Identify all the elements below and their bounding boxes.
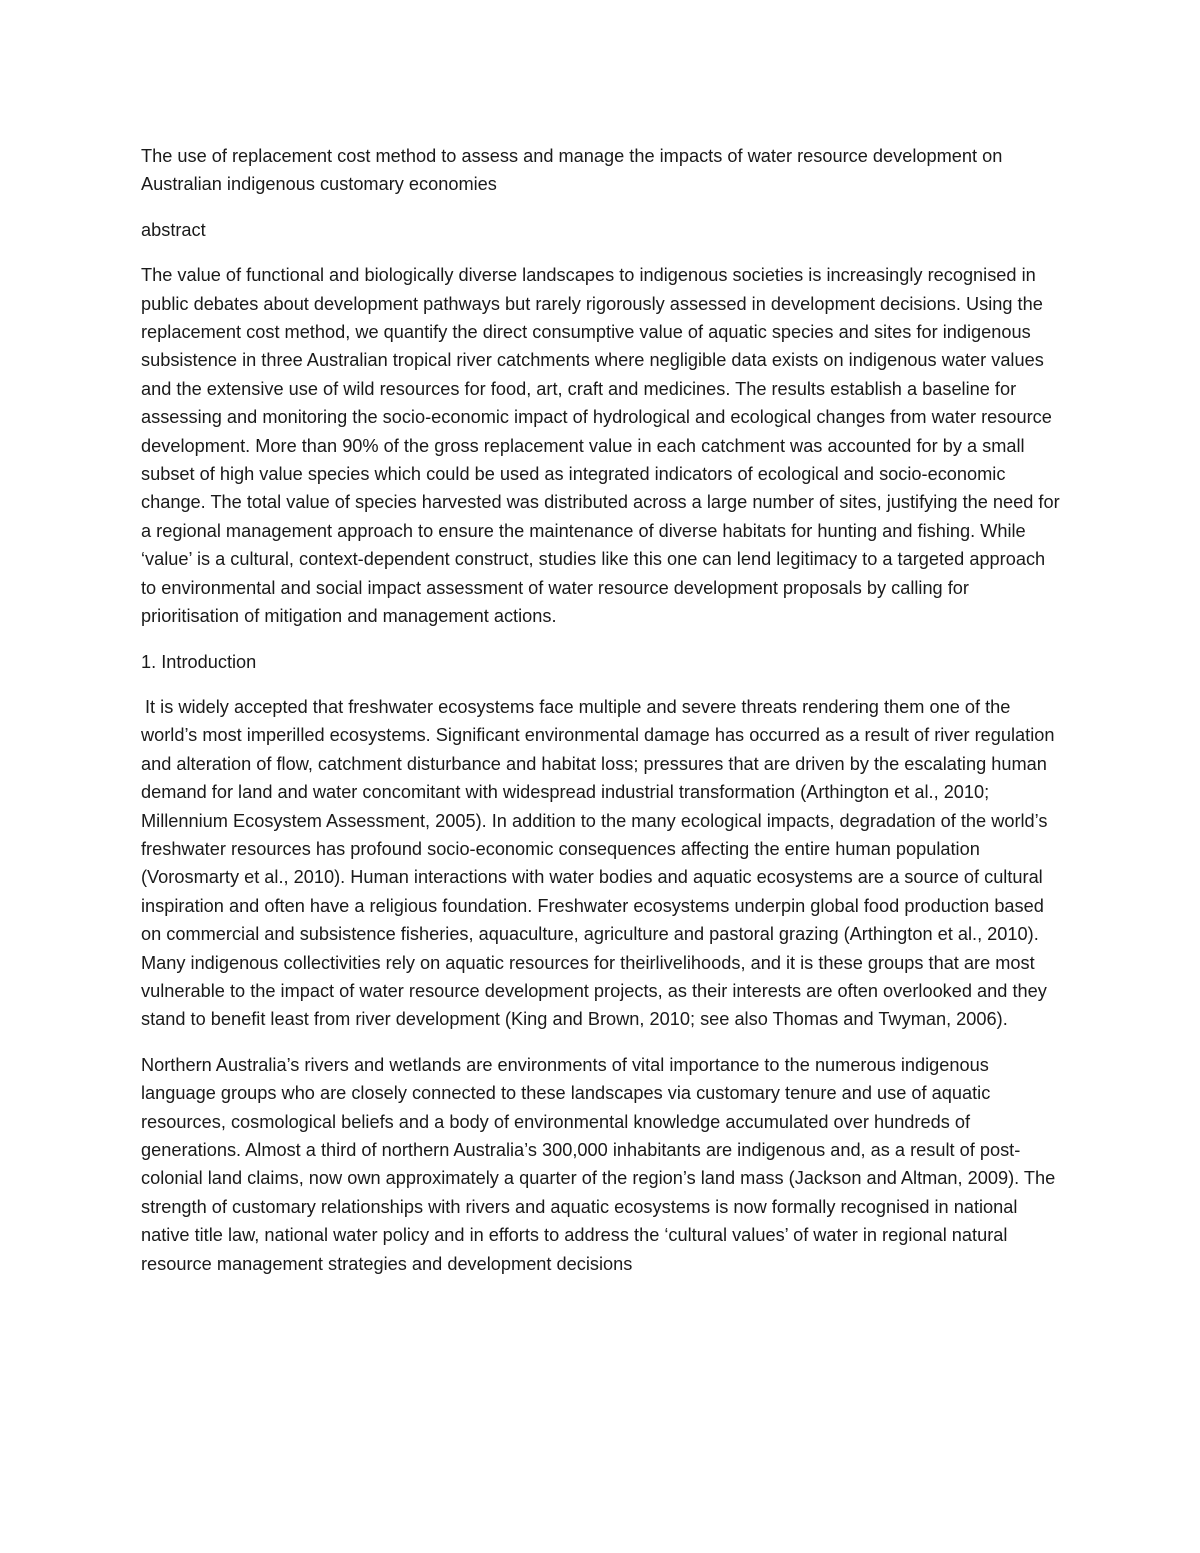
section-heading-introduction: 1. Introduction bbox=[141, 651, 257, 672]
document-title: The use of replacement cost method to assess and manage the impacts of water resource development on Australian indigenous customary economies bbox=[141, 146, 1003, 195]
document-body bbox=[141, 142, 1063, 1295]
abstract-paragraph: The value of functional and biologically diverse landscapes to indigenous societies is increasingly recognised in public debates about development pathways but rarely rigorously assessed in development decisions. Using the replacement cost method, we quantify the direct consumptive value of aquatic species and sites for indigenous subsistence in three Australian tropical river catchments where negligible data exists on indigenous water values and the extensive use of wild resources for food, art, craft and medicines. The results establish a baseline for assessing and monitoring the socio-economic impact of hydrological and ecological changes from water resource development. More than 90% of the gross replacement value in each catchment was accounted for by a small subset of high value species which could be used as integrated indicators of ecological and socio-economic change. The total value of species harvested was distributed across a large number of sites, justifying the need for a regional management approach to ensure the maintenance of diverse habitats for hunting and fishing. While ‘value’ is a cultural, context-dependent construct, studies like this one can lend legitimacy to a targeted approach to environmental and social impact assessment of water resource development proposals by calling for prioritisation of mitigation and management actions. bbox=[141, 265, 1060, 627]
abstract-heading: abstract bbox=[141, 219, 206, 240]
introduction-paragraph-1: It is widely accepted that freshwater ecosystems face multiple and severe threats rendering them one of the world’s most imperilled ecosystems. Significant environmental damage has occurred as a result of river regulation and alteration of flow, catchment disturbance and habitat loss; pressures that are driven by the escalating human demand for land and water concomitant with widespread industrial transformation (Arthington et al., 2010; Millennium Ecosystem Assessment, 2005). In addition to the many ecological impacts, degradation of the world’s freshwater resources has profound socio-economic consequences affecting the entire human population (Vorosmarty et al., 2010). Human interactions with water bodies and aquatic ecosystems are a source of cultural inspiration and often have a religious foundation. Freshwater ecosystems underpin global food production based on commercial and subsistence fisheries, aquaculture, agriculture and pastoral grazing (Arthington et al., 2010). Many indigenous collectivities rely on aquatic resources for theirlivelihoods, and it is these groups that are most vulnerable to the impact of water resource development projects, as their interests are often overlooked and they stand to benefit least from river development (King and Brown, 2010; see also Thomas and Twyman, 2006). bbox=[141, 696, 1055, 1030]
introduction-paragraph-2: Northern Australia’s rivers and wetlands are environments of vital importance to the numerous indigenous language groups who are closely connected to these landscapes via customary tenure and use of aquatic resources, cosmological beliefs and a body of environmental knowledge accumulated over hundreds of generations. Almost a third of northern Australia’s 300,000 inhabitants are indigenous and, as a result of post-colonial land claims, now own approximately a quarter of the region’s land mass (Jackson and Altman, 2009). The strength of customary relationships with rivers and aquatic ecosystems is now formally recognised in national native title law, national water policy and in efforts to address the ‘cultural values’ of water in regional natural resource management strategies and development decisions bbox=[141, 1054, 1056, 1274]
